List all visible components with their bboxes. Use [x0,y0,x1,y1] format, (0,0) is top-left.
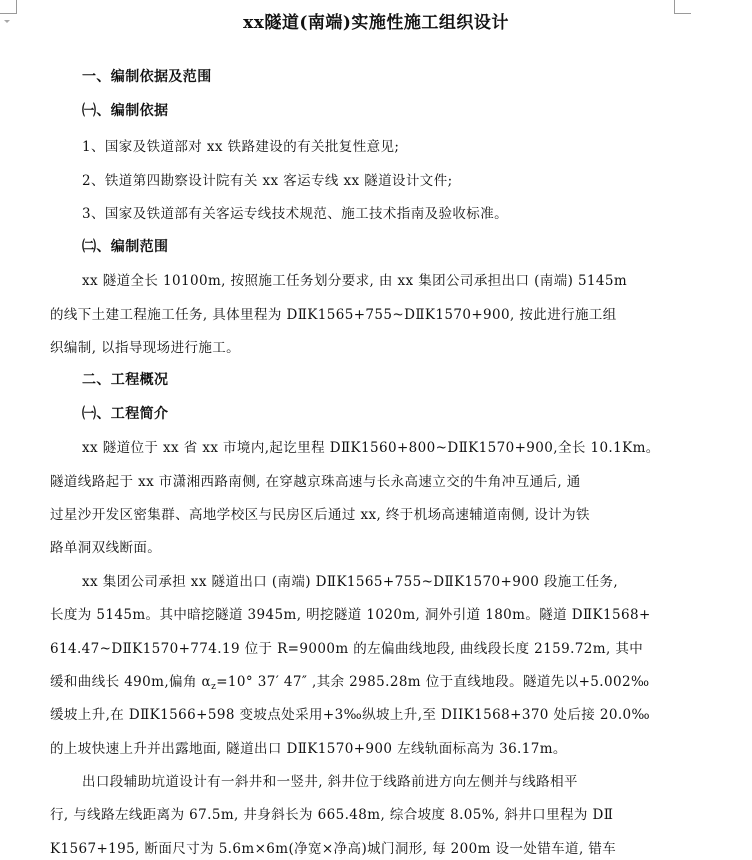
paragraph-line: xx 隧道全长 10100m, 按照施工任务划分要求, 由 xx 集团公司承担出口 (南端) 5145m [82,273,628,289]
paragraph-line: 隧道线路起于 xx 市潇湘西路南侧, 在穿越京珠高速与长永高速立交的牛角冲互通后, 通 [50,474,581,490]
paragraph-line: xx 集团公司承担 xx 隧道出口 (南端) DⅡK1565+755~DⅡK1570+900 段施工任务, [82,574,619,590]
paragraph-line: 缓坡上升,在 DⅡK1566+598 变坡点处采用+3‰纵坡上升,至 DIIK1568+370 处后接 20.0‰ [50,707,651,723]
line-text-after: =10° 37′ 47″ ,其余 2985.28m 位于直线地段。隧道先以+5.002‰ [216,674,650,690]
subsection-heading-1-2: ㈡、编制范围 [82,239,169,255]
paragraph-line: 长度为 5145m。其中暗挖隧道 3945m, 明挖隧道 1020m, 洞外引道 180m。隧道 DⅡK1568+ [50,607,651,623]
paragraph-line: 路单洞双线断面。 [50,540,162,556]
paragraph-line: 614.47~DⅡK1570+774.19 位于 R=9000m 的左偏曲线地段, 曲线段长度 2159.72m, 其中 [50,641,644,657]
subscript-z: z [211,682,217,692]
paragraph-line: K1567+195, 断面尺寸为 5.6m×6m(净宽×净高)城门洞形, 每 200m 设一处错车道, 错车 [50,841,617,857]
paragraph-line: 的线下土建工程施工任务, 具体里程为 DⅡK1565+755~DⅡK1570+900, 按此进行施工组 [50,307,617,323]
paragraph-line: 行, 与线路左线距离为 67.5m, 井身斜长为 665.48m, 综合坡度 8.05%, 斜井口里程为 DⅡ [50,807,614,823]
section-heading-2: 二、工程概况 [82,372,169,388]
subsection-heading-2-1: ㈠、工程简介 [82,406,169,422]
paragraph-line: xx 隧道位于 xx 省 xx 市境内,起讫里程 DⅡK1560+800~DⅡK1570+900,全长 10.1Km。 [82,440,660,456]
line-text-before: 缓和曲线长 490m,偏角 α [50,674,212,690]
paragraph-line: 织编制, 以指导现场进行施工。 [50,340,241,356]
paragraph-line [50,670,649,690]
paragraph-line: 出口段辅助坑道设计有一斜井和一竖井, 斜井位于线路前进方向左侧并与线路相平 [82,774,578,790]
list-item: 2、铁道第四勘察设计院有关 xx 客运专线 xx 隧道设计文件; [82,173,453,189]
subsection-heading-1-1: ㈠、编制依据 [82,103,169,119]
document-title: xx隧道(南端)实施性施工组织设计 [243,13,509,33]
list-item: 1、国家及铁道部对 xx 铁路建设的有关批复性意见; [82,139,400,155]
section-heading-1: 一、编制依据及范围 [82,69,212,85]
list-item: 3、国家及铁道部有关客运专线技术规范、施工技术指南及验收标准。 [82,206,508,222]
paragraph-line: 的上坡快速上升并出露地面, 隧道出口 DⅡK1570+900 左线轨面标高为 36.17m。 [50,741,567,757]
paragraph-line: 过星沙开发区密集群、高地学校区与民房区后通过 xx, 终于机场高速辅道南侧, 设计为铁 [50,507,590,523]
